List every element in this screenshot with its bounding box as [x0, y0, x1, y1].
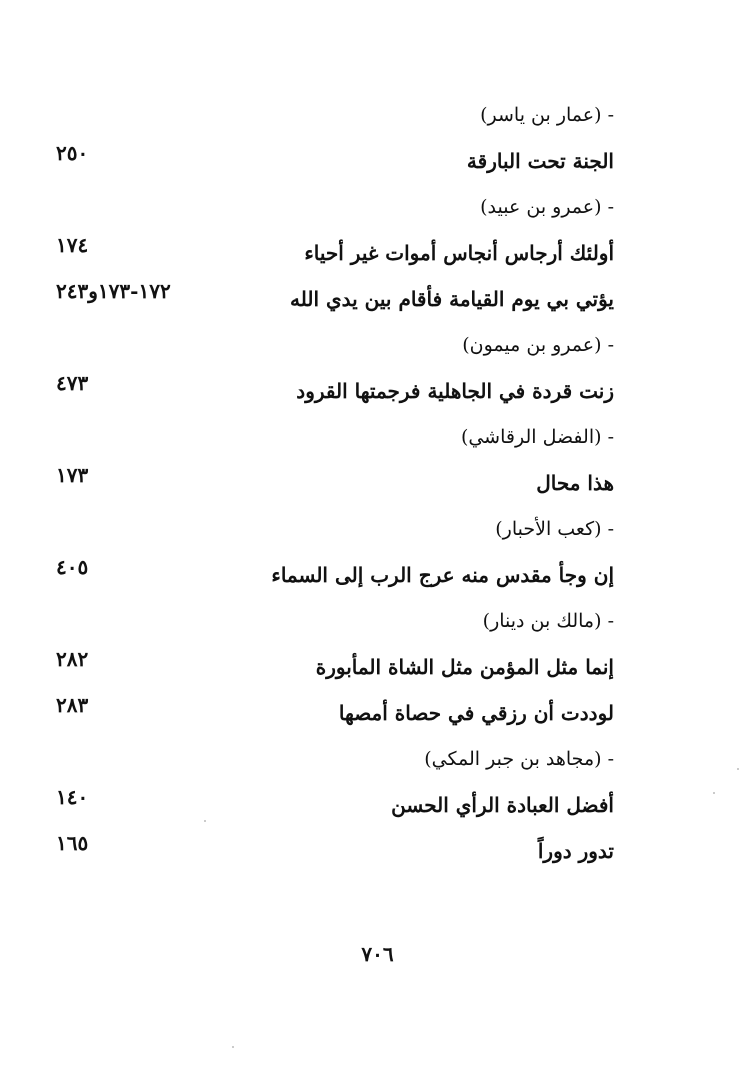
entry-text: إن وجأ مقدس منه عرج الرب إلى السماء	[271, 563, 614, 587]
index-heading	[56, 740, 614, 786]
narrator-name: - (الفضل الرقاشي)	[460, 426, 614, 448]
entry-page-ref: ٢٨٣	[56, 693, 89, 717]
index-heading	[56, 96, 614, 142]
index-entry	[56, 648, 614, 694]
index-entry	[56, 694, 614, 740]
index-entry	[56, 142, 614, 188]
index-list	[56, 96, 614, 878]
entry-page-ref: ٢٥٠	[56, 141, 89, 165]
index-heading	[56, 188, 614, 234]
index-heading	[56, 326, 614, 372]
narrator-name: - (كعب الأحبار)	[495, 518, 614, 540]
index-heading	[56, 602, 614, 648]
entry-text: إنما مثل المؤمن مثل الشاة المأبورة	[315, 655, 614, 679]
narrator-name: - (عمار بن ياسر)	[480, 104, 614, 126]
narrator-name: - (مجاهد بن جبر المكي)	[424, 748, 614, 770]
scan-speck	[713, 792, 715, 794]
entry-text: زنت قردة في الجاهلية فرجمتها القرود	[296, 379, 614, 403]
entry-page-ref: ١٧٢-١٧٣و٢٤٣	[56, 279, 171, 303]
index-entry	[56, 556, 614, 602]
index-entry	[56, 464, 614, 510]
entry-page-ref: ٤٠٥	[56, 555, 89, 579]
index-entry	[56, 832, 614, 878]
entry-text: لوددت أن رزقي في حصاة أمصها	[338, 701, 614, 725]
entry-text: يؤتي بي يوم القيامة فأقام بين يدي الله	[290, 287, 614, 311]
entry-text: هذا محال	[536, 471, 614, 495]
narrator-name: - (عمرو بن عبيد)	[480, 196, 614, 218]
index-heading	[56, 510, 614, 556]
page-number: ٧٠٦	[361, 942, 394, 966]
index-entry	[56, 786, 614, 832]
entry-text: أولئك أرجاس أنجاس أموات غير أحياء	[304, 241, 614, 265]
entry-text: أفضل العبادة الرأي الحسن	[391, 793, 614, 817]
scan-speck	[204, 820, 206, 822]
index-heading	[56, 418, 614, 464]
entry-page-ref: ١٦٥	[56, 831, 89, 855]
narrator-name: - (مالك بن دينار)	[482, 610, 614, 632]
entry-text: تدور دوراً	[537, 839, 614, 863]
entry-text: الجنة تحت البارقة	[466, 149, 614, 173]
entry-page-ref: ٢٨٢	[56, 647, 89, 671]
index-entry	[56, 372, 614, 418]
scan-speck	[232, 1046, 234, 1048]
scan-speck	[737, 768, 739, 770]
narrator-name: - (عمرو بن ميمون)	[462, 334, 614, 356]
entry-page-ref: ١٧٣	[56, 463, 89, 487]
entry-page-ref: ٤٧٣	[56, 371, 89, 395]
entry-page-ref: ١٤٠	[56, 785, 89, 809]
entry-page-ref: ١٧٤	[56, 233, 89, 257]
index-entry	[56, 280, 614, 326]
